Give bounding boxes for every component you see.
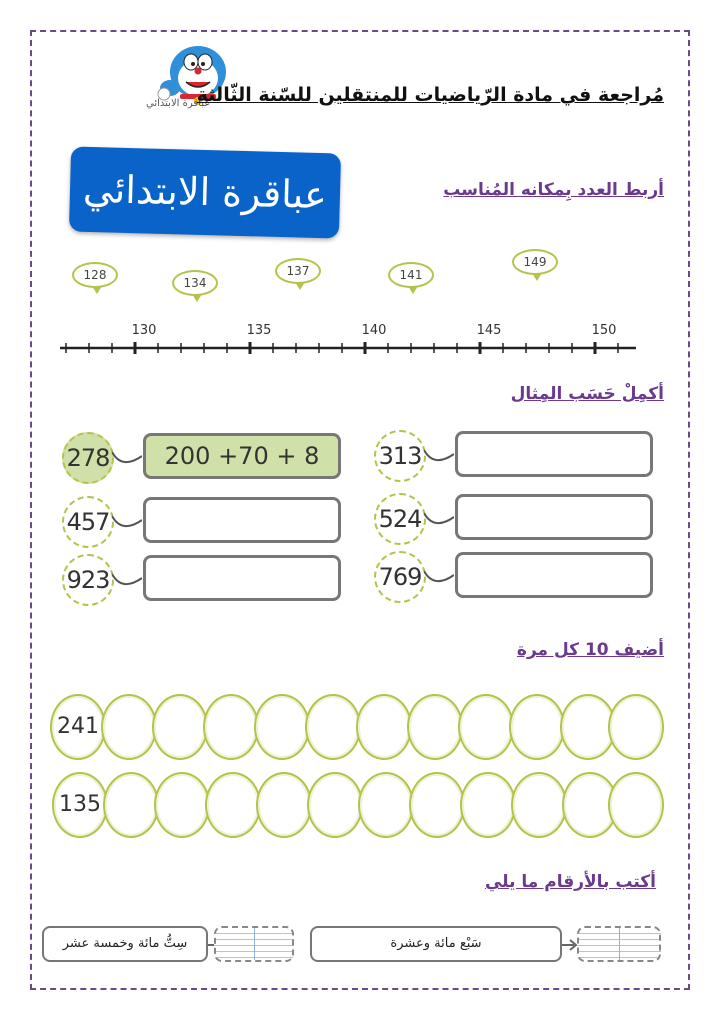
tick-label: 140 <box>361 323 387 338</box>
connector-icon <box>112 512 142 532</box>
decomposition-box[interactable] <box>143 555 341 601</box>
decompose-number: 769 <box>374 551 426 603</box>
section1-title: أربط العدد بِمكانه المُناسب <box>443 180 664 200</box>
connector-icon <box>424 446 454 466</box>
page-title: مُراجعة في مادة الرّياضيات للمنتقلين للسّنة الثّالثة <box>196 84 664 106</box>
number-words-box: سِتُّ مائة وخمسة عشر <box>42 926 208 962</box>
number-bubble[interactable]: 128 <box>72 262 118 288</box>
number-bubble[interactable]: 137 <box>275 258 321 284</box>
number-bubble[interactable]: 134 <box>172 270 218 296</box>
decompose-number: 923 <box>62 554 114 606</box>
section4-title: أكتب بالأرقام ما يلي <box>484 872 656 892</box>
connector-icon <box>424 509 454 529</box>
chain-blank-circle[interactable] <box>101 694 157 760</box>
tick-label: 130 <box>131 323 157 338</box>
answer-box[interactable] <box>214 926 294 962</box>
section3-title: أضيف 10 كل مرة <box>516 640 664 660</box>
number-words-box: سَبْع مائة وعشرة <box>310 926 562 962</box>
connector-icon <box>112 448 142 468</box>
decomposition-box[interactable] <box>455 494 653 540</box>
chain-blank-circle[interactable] <box>407 694 463 760</box>
logo-caption: عباقرة الابتدائي <box>146 98 211 109</box>
decompose-number: 313 <box>374 430 426 482</box>
chain-blank-circle[interactable] <box>203 694 259 760</box>
tick-label: 150 <box>591 323 617 338</box>
decomposition-box[interactable] <box>455 431 653 477</box>
chain-blank-circle[interactable] <box>358 772 414 838</box>
chain-blank-circle[interactable] <box>205 772 261 838</box>
chain-blank-circle[interactable] <box>154 772 210 838</box>
decomposition-box[interactable] <box>143 497 341 543</box>
connector-icon <box>112 570 142 590</box>
chain-blank-circle[interactable] <box>608 772 664 838</box>
chain-start-number: 135 <box>52 772 108 838</box>
decomposition-box[interactable]: 200 +70 + 8 <box>143 433 341 479</box>
brand-banner: عباقرة الابتدائي <box>69 146 341 238</box>
chain-blank-circle[interactable] <box>509 694 565 760</box>
connector-icon <box>424 567 454 587</box>
chain-blank-circle[interactable] <box>356 694 412 760</box>
number-line <box>56 318 640 358</box>
tick-label: 145 <box>476 323 502 338</box>
chain-blank-circle[interactable] <box>307 772 363 838</box>
chain-blank-circle[interactable] <box>152 694 208 760</box>
chain-blank-circle[interactable] <box>256 772 312 838</box>
chain-blank-circle[interactable] <box>460 772 516 838</box>
section2-title: أكمِلْ حَسَب المِثال <box>510 384 664 404</box>
tick-label: 135 <box>246 323 272 338</box>
decomposition-box[interactable] <box>455 552 653 598</box>
chain-blank-circle[interactable] <box>458 694 514 760</box>
chain-blank-circle[interactable] <box>608 694 664 760</box>
number-bubble[interactable]: 141 <box>388 262 434 288</box>
decompose-number: 524 <box>374 493 426 545</box>
chain-blank-circle[interactable] <box>409 772 465 838</box>
chain-blank-circle[interactable] <box>254 694 310 760</box>
chain-blank-circle[interactable] <box>511 772 567 838</box>
chain-start-number: 241 <box>50 694 106 760</box>
answer-box[interactable] <box>577 926 661 962</box>
decompose-number: 457 <box>62 496 114 548</box>
decompose-number: 278 <box>62 432 114 484</box>
chain-blank-circle[interactable] <box>305 694 361 760</box>
chain-blank-circle[interactable] <box>103 772 159 838</box>
number-bubble[interactable]: 149 <box>512 249 558 275</box>
